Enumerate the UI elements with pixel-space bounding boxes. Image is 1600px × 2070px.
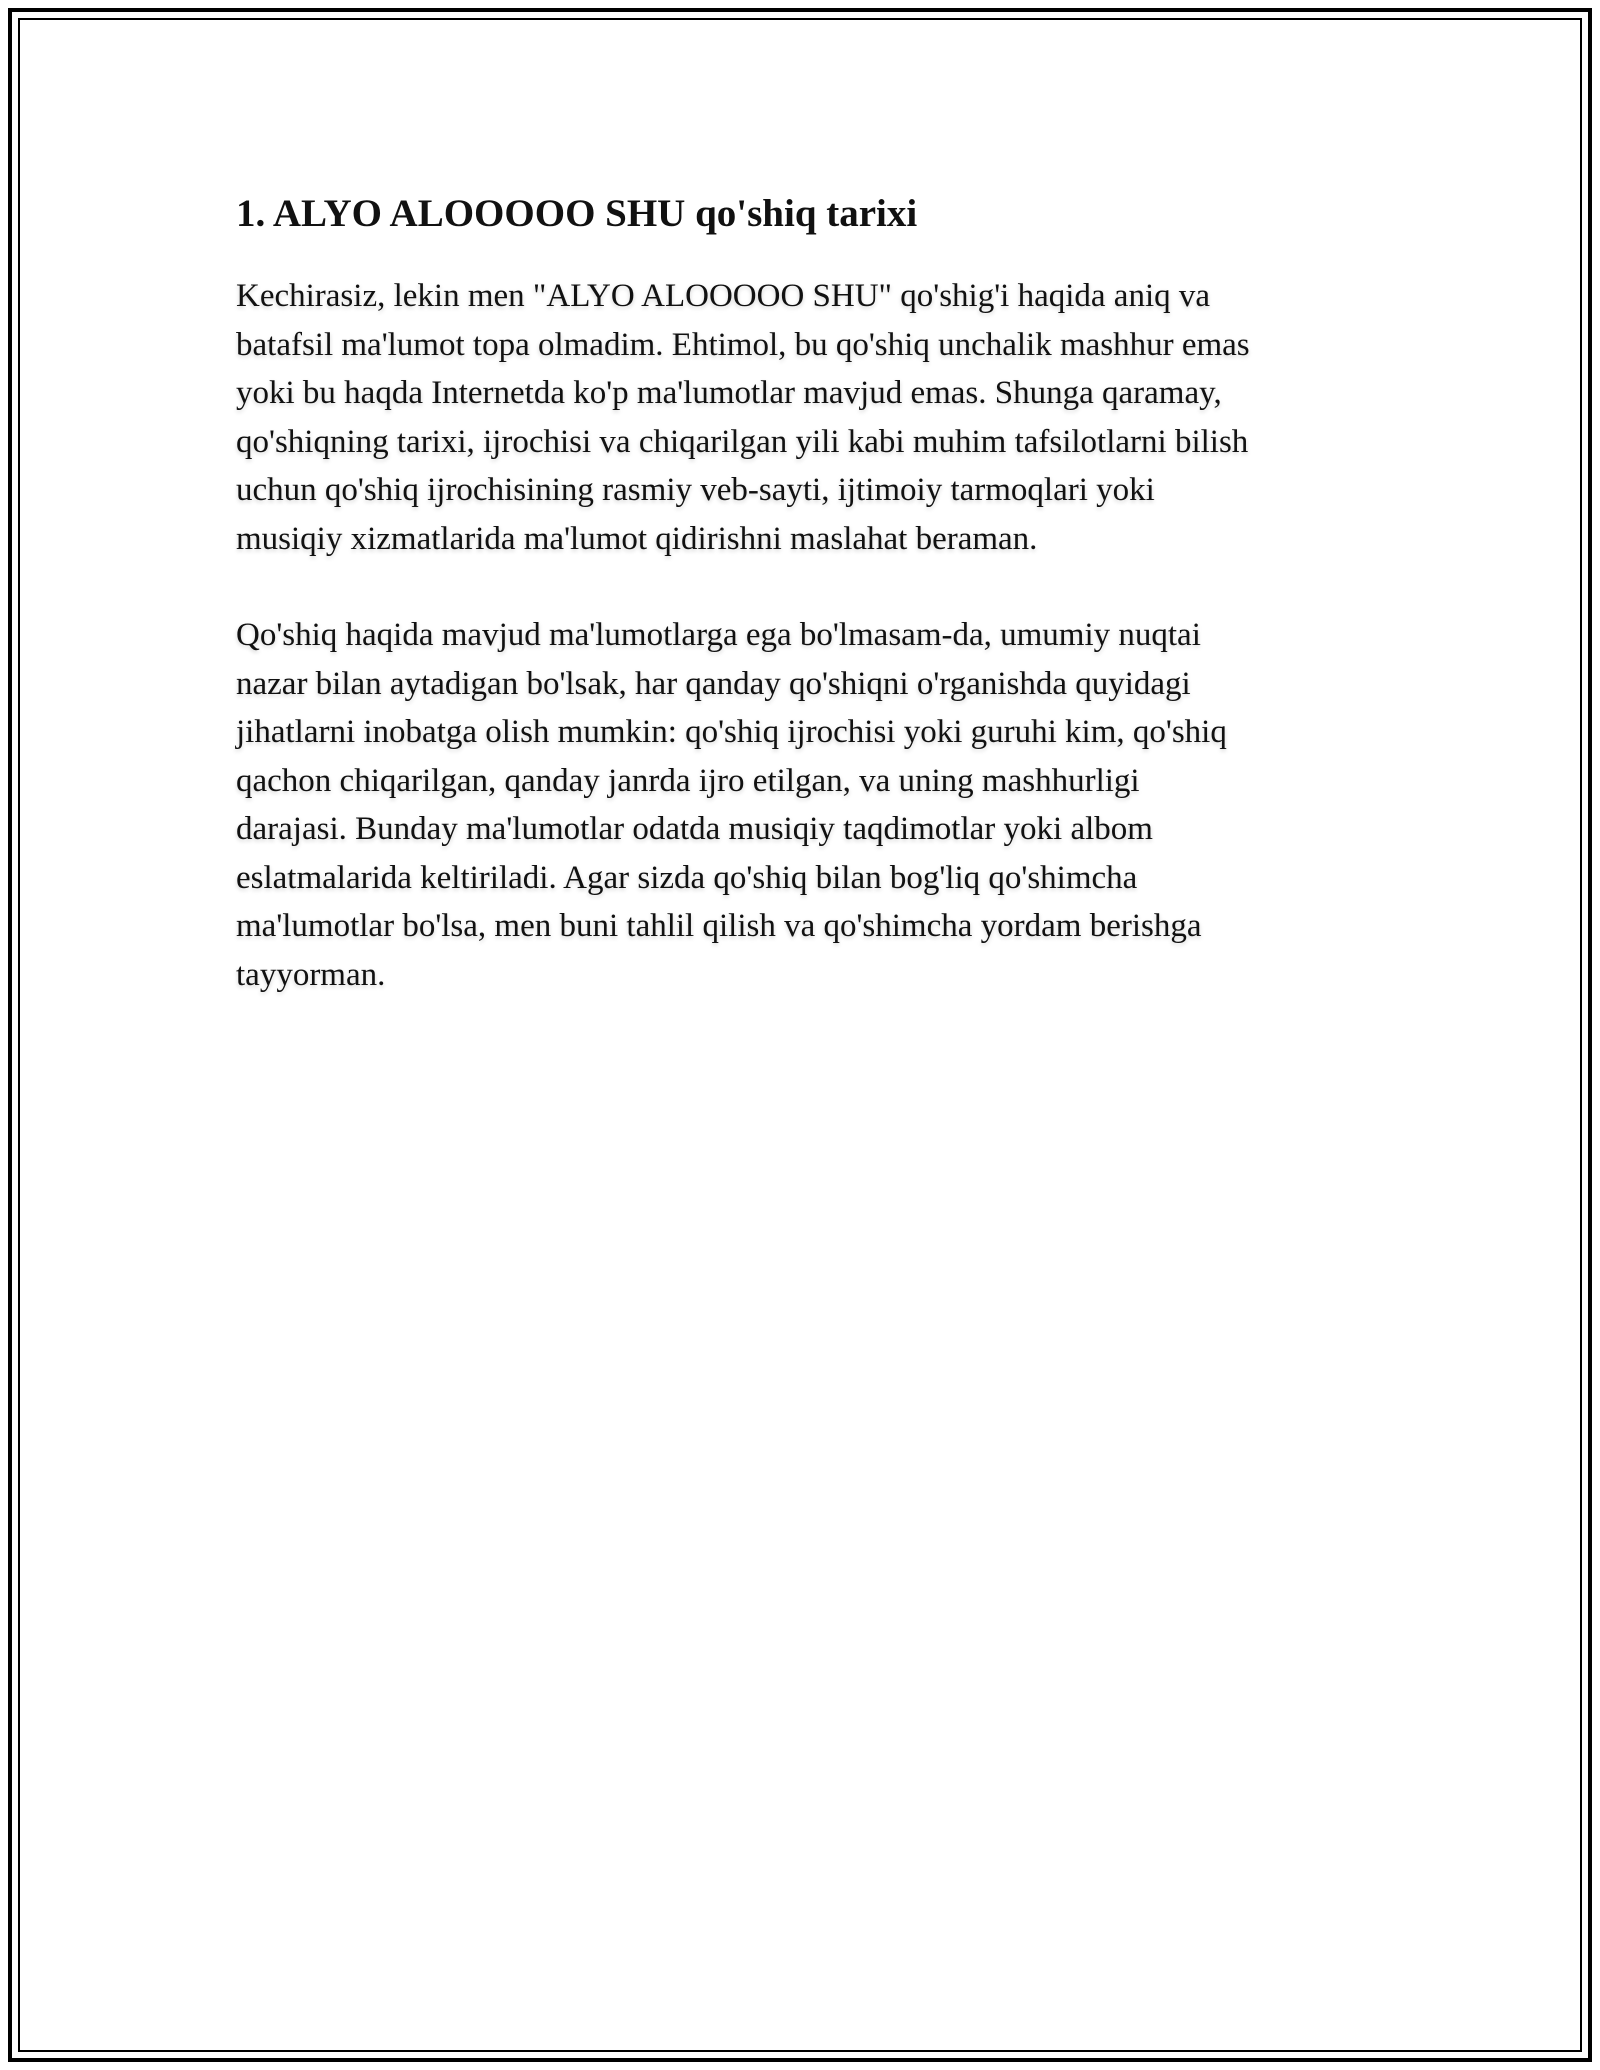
paragraph-line: qachon chiqarilgan, qanday janrda ijro etilgan, va uning mashhurligi bbox=[236, 762, 1140, 799]
paragraph-line: jihatlarni inobatga olish mumkin: qo'shiq ijrochisi yoki guruhi kim, qo'shiq bbox=[236, 714, 1227, 750]
paragraph-line: musiqiy xizmatlarida ma'lumot qidirishni maslahat beraman. bbox=[236, 520, 1038, 557]
paragraph-line: batafsil ma'lumot topa olmadim. Ehtimol, bu qo'shiq unchalik mashhur emas bbox=[236, 326, 1250, 363]
paragraph-line: tayyorman. bbox=[236, 956, 386, 993]
paragraph-line: qo'shiqning tarixi, ijrochisi va chiqarilgan yili kabi muhim tafsilotlarni bilish bbox=[236, 423, 1249, 460]
paragraph-1 bbox=[236, 272, 1376, 563]
section-heading: 1. ALYO ALOOOOO SHU qo'shiq tarixi bbox=[236, 192, 918, 235]
paragraph-line: yoki bu haqda Internetda ko'p ma'lumotlar mavjud emas. Shunga qaramay, bbox=[236, 375, 1222, 411]
paragraph-line: Qo'shiq haqida mavjud ma'lumotlarga ega bo'lmasam-da, umumiy nuqtai bbox=[236, 617, 1201, 653]
paragraph-line: uchun qo'shiq ijrochisining rasmiy veb-sayti, ijtimoiy tarmoqlari yoki bbox=[236, 472, 1155, 508]
paragraph-line: ma'lumotlar bo'lsa, men buni tahlil qilish va qo'shimcha yordam berishga bbox=[236, 908, 1202, 944]
paragraph-line: Kechirasiz, lekin men "ALYO ALOOOOO SHU" qo'shig'i haqida aniq va bbox=[236, 278, 1211, 314]
paragraph-line: eslatmalarida keltiriladi. Agar sizda qo'shiq bilan bog'liq qo'shimcha bbox=[236, 859, 1138, 896]
document-body bbox=[236, 186, 1376, 999]
paragraph-line: darajasi. Bunday ma'lumotlar odatda musiqiy taqdimotlar yoki albom bbox=[236, 811, 1153, 847]
paragraph-2 bbox=[236, 611, 1376, 999]
paragraph-line: nazar bilan aytadigan bo'lsak, har qanday qo'shiqni o'rganishda quyidagi bbox=[236, 665, 1191, 702]
